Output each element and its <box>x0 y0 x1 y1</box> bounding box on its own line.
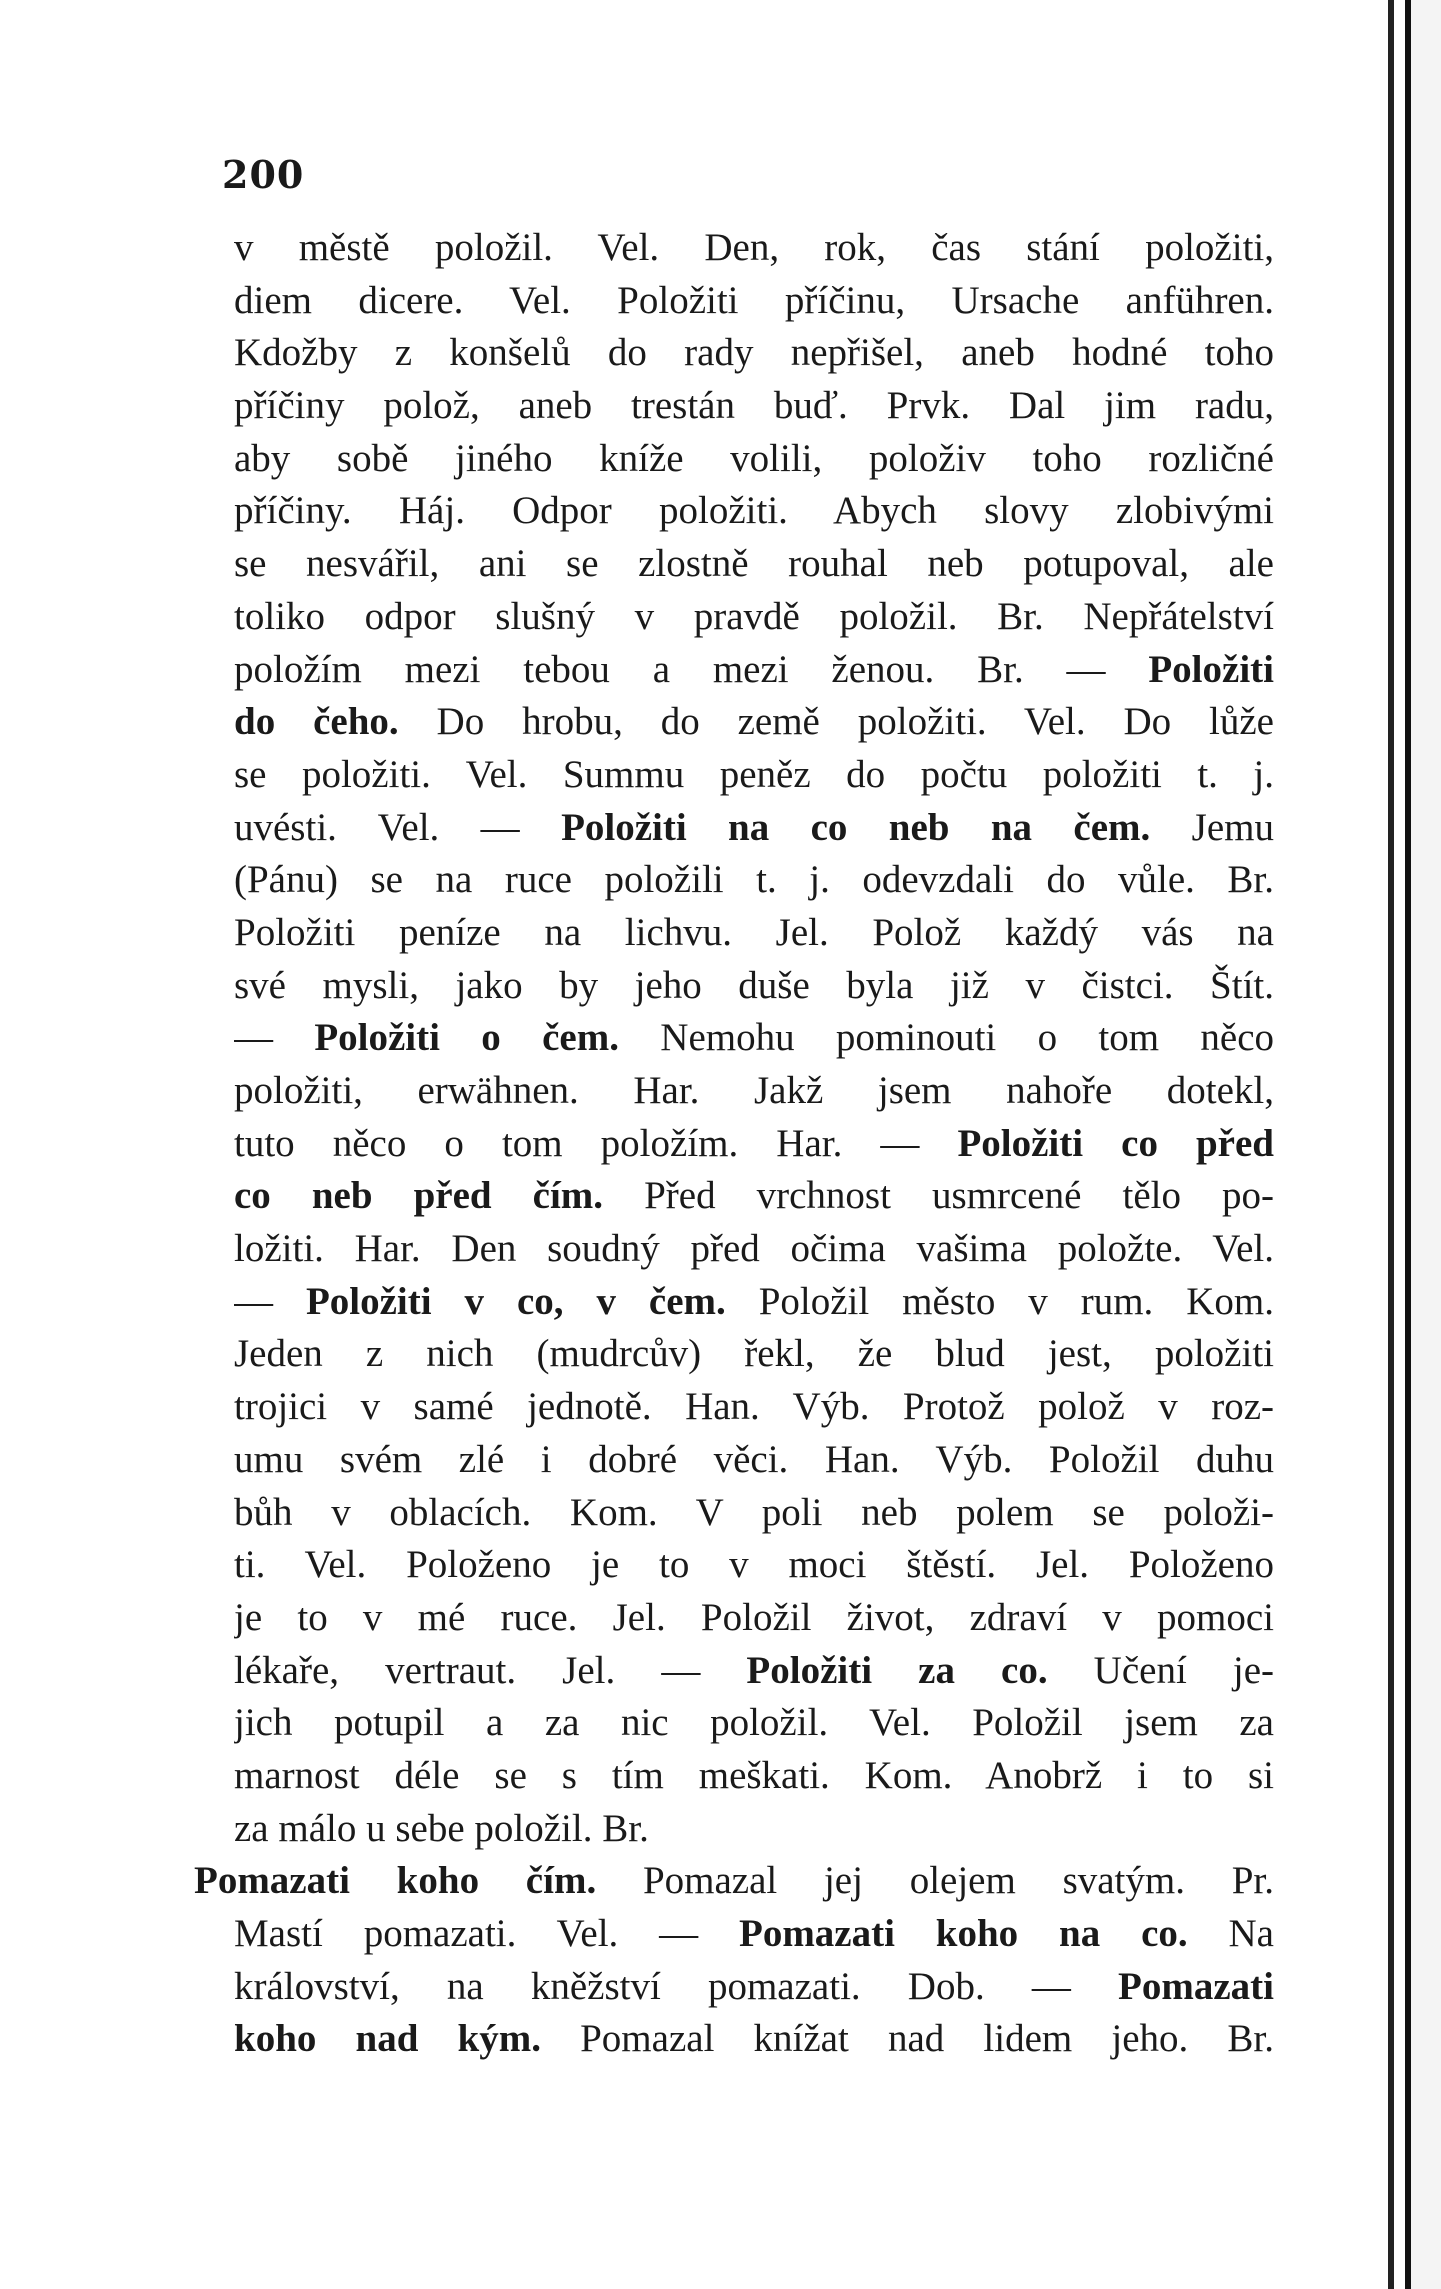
text-line <box>234 1803 1274 1856</box>
text-line <box>234 854 1274 907</box>
text-line <box>234 749 1274 802</box>
text-run: — <box>234 1279 306 1323</box>
headword: Položiti na co neb na čem. <box>561 805 1151 849</box>
text-line <box>234 1170 1274 1223</box>
text-run: toliko odpor slušný v pravdě položil. Br. Nepřátelství <box>234 594 1274 638</box>
text-line <box>234 2013 1274 2066</box>
text-run: království, na kněžství pomazati. Dob. — <box>234 1964 1119 2008</box>
text-run: ložiti. Har. Den soudný před očima vašima položte. Vel. <box>234 1227 1274 1271</box>
text-line <box>234 538 1274 591</box>
text-line <box>194 1855 1274 1908</box>
text-run: diem dicere. Vel. Položiti příčinu, Ursache anführen. <box>234 278 1274 322</box>
text-line <box>234 1065 1274 1118</box>
text-run: za málo u sebe položil. Br. <box>234 1806 649 1850</box>
text-run: Jeden z nich (mudrcův) řekl, že blud jest, položiti <box>234 1332 1274 1376</box>
text-line <box>234 1645 1274 1698</box>
headword: Položiti o čem. <box>314 1016 619 1060</box>
text-run: umu svém zlé i dobré věci. Han. Výb. Položil duhu <box>234 1437 1274 1481</box>
text-line <box>234 1487 1274 1540</box>
headword: Položiti co před <box>957 1121 1274 1165</box>
text-run: položiti, erwähnen. Har. Jakž jsem nahoře dotekl, <box>234 1069 1274 1112</box>
text-line <box>234 644 1274 697</box>
text-line <box>234 591 1274 644</box>
text-run: — <box>234 1016 315 1060</box>
text-line <box>234 1118 1274 1171</box>
text-line <box>234 1908 1274 1961</box>
text-run: Jemu <box>1150 805 1274 849</box>
text-run: (Pánu) se na ruce položili t. j. odevzdali do vůle. Br. <box>234 858 1274 902</box>
text-run: Pomazal knížat nad lidem jeho. Br. <box>540 2017 1274 2061</box>
text-line <box>234 960 1274 1013</box>
text-run: aby sobě jiného kníže volili, položiv toho rozličné <box>234 436 1274 480</box>
text-line <box>234 327 1274 380</box>
text-run: trojici v samé jednotě. Han. Výb. Protož polož v roz- <box>234 1385 1274 1429</box>
text-run: své mysli, jako by jeho duše byla již v čistci. Štít. <box>234 963 1274 1007</box>
text-run: jich potupil a za nic položil. Vel. Položil jsem za <box>234 1701 1274 1745</box>
text-run: položím mezi tebou a mezi ženou. Br. — <box>234 647 1149 691</box>
text-run: Položil město v rum. Kom. <box>725 1279 1274 1323</box>
scan-margin <box>1405 0 1441 2289</box>
text-run: uvésti. Vel. — <box>234 805 562 849</box>
text-run: příčiny. Háj. Odpor položiti. Abych slovy zlobivými <box>234 489 1274 533</box>
headword: Pomazati <box>1118 1964 1274 2008</box>
text-line <box>234 1434 1274 1487</box>
text-line <box>234 1276 1274 1329</box>
headword: Pomazati koho čím. <box>194 1859 597 1903</box>
text-run: ti. Vel. Položeno je to v moci štěstí. Jel. Položeno <box>234 1543 1274 1587</box>
text-run: Pomazal jej olejem svatým. Pr. <box>596 1859 1274 1903</box>
text-run: příčiny polož, aneb trestán buď. Prvk. Dal jim radu, <box>234 384 1274 428</box>
text-line <box>234 485 1274 538</box>
text-run: Před vrchnost usmrcené tělo po- <box>603 1174 1274 1218</box>
text-run: je to v mé ruce. Jel. Položil život, zdraví v pomoci <box>234 1595 1274 1639</box>
text-run: Do hrobu, do země položiti. Vel. Do lůže <box>398 700 1274 744</box>
dictionary-text <box>194 222 1274 2066</box>
headword: Položiti za co. <box>746 1648 1048 1692</box>
text-line <box>234 1592 1274 1645</box>
page-number: 200 <box>222 152 305 197</box>
text-run: Nemohu pominouti o tom něco <box>618 1016 1274 1060</box>
text-run: Kdožby z konšelů do rady nepřišel, aneb hodné toho <box>234 331 1274 375</box>
headword: co neb před čím. <box>234 1174 604 1218</box>
text-run: marnost déle se s tím meškati. Kom. Anobrž i to si <box>234 1753 1274 1797</box>
text-run: lékaře, vertraut. Jel. — <box>234 1648 747 1692</box>
text-run: bůh v oblacích. Kom. V poli neb polem se položi- <box>234 1490 1274 1534</box>
text-run: Položiti peníze na lichvu. Jel. Polož každý vás na <box>234 910 1274 954</box>
page-edge-shadow <box>1388 0 1394 2289</box>
text-line <box>234 1961 1274 2014</box>
text-line <box>234 1697 1274 1750</box>
text-line <box>234 1750 1274 1803</box>
headword: koho nad kým. <box>234 2017 541 2061</box>
text-line <box>234 1381 1274 1434</box>
text-line <box>234 1539 1274 1592</box>
headword: Položiti <box>1148 647 1274 691</box>
headword: do čeho. <box>234 700 399 744</box>
text-line <box>234 433 1274 486</box>
text-line <box>234 275 1274 328</box>
headword: Pomazati koho na co. <box>739 1912 1188 1955</box>
text-run: tuto něco o tom položím. Har. — <box>234 1121 958 1165</box>
text-line <box>234 696 1274 749</box>
text-line <box>234 802 1274 855</box>
text-line <box>234 380 1274 433</box>
text-run: se nesvářil, ani se zlostně rouhal neb potupoval, ale <box>234 542 1274 586</box>
text-run: Učení je- <box>1047 1648 1274 1692</box>
text-run: v městě položil. Vel. Den, rok, čas stání položiti, <box>234 226 1274 269</box>
text-line <box>234 1012 1274 1065</box>
text-run: Mastí pomazati. Vel. — <box>234 1912 739 1955</box>
headword: Položiti v co, v čem. <box>305 1279 726 1323</box>
text-run: se položiti. Vel. Summu peněz do počtu položiti t. j. <box>234 752 1274 796</box>
text-line <box>234 1328 1274 1381</box>
text-line <box>234 1223 1274 1276</box>
text-run: Na <box>1187 1912 1274 1955</box>
text-line <box>234 907 1274 960</box>
text-line <box>234 222 1274 275</box>
